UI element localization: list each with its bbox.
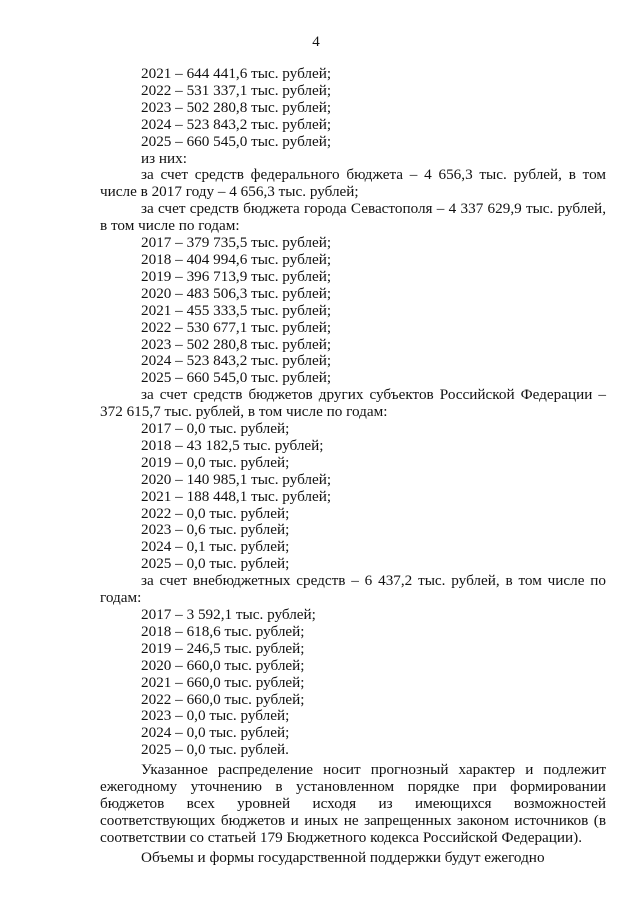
year-list-total [100,66,606,167]
list-item: 2021 – 644 441,6 тыс. рублей; [141,65,332,82]
list-item: 2024 – 0,0 тыс. рублей; [141,724,290,742]
list-item: 2025 – 660 545,0 тыс. рублей; [141,132,332,150]
year-list-extrabudget [100,607,606,759]
list-item: 2022 – 530 677,1 тыс. рублей; [141,318,332,336]
list-item: 2022 – 531 337,1 тыс. рублей; [141,81,332,99]
extrabudget-paragraph: за счет внебюджетных средств – 6 437,2 тыс. рублей, в том числе по годам: [100,572,606,607]
list-item: 2019 – 396 713,9 тыс. рублей; [141,267,332,285]
list-item: 2019 – 246,5 тыс. рублей; [141,639,305,657]
list-item: 2023 – 0,0 тыс. рублей; [141,707,290,725]
list-item: 2020 – 660,0 тыс. рублей; [141,656,305,674]
list-item: 2023 – 0,6 тыс. рублей; [141,521,290,539]
list-item: 2024 – 523 843,2 тыс. рублей; [141,115,332,133]
federal-budget-paragraph: за счет средств федерального бюджета – 4 656,3 тыс. рублей, в том числе в 2017 году – 4 656,3 тыс. рублей; [100,166,606,201]
list-item: 2017 – 379 735,5 тыс. рублей; [141,234,332,252]
list-item: 2025 – 660 545,0 тыс. рублей; [141,369,332,387]
list-item: 2021 – 188 448,1 тыс. рублей; [141,487,332,505]
list-item: 2018 – 404 994,6 тыс. рублей; [141,250,332,268]
list-item: 2017 – 3 592,1 тыс. рублей; [141,606,316,623]
list-item: 2025 – 0,0 тыс. рублей. [141,741,289,759]
page-number: 4 [312,34,320,50]
list-item: из них: [141,149,187,167]
state-support-paragraph: Объемы и формы государственной поддержки будут ежегодно [141,848,545,866]
list-item: 2021 – 455 333,5 тыс. рублей; [141,301,332,319]
list-item: 2019 – 0,0 тыс. рублей; [141,453,290,471]
list-item: 2022 – 660,0 тыс. рублей; [141,690,305,708]
sevastopol-budget-paragraph: за счет средств бюджета города Севастополя – 4 337 629,9 тыс. рублей, в том числе по годам: [100,200,606,235]
list-item: 2020 – 483 506,3 тыс. рублей; [141,284,332,302]
list-item: 2025 – 0,0 тыс. рублей; [141,555,290,573]
list-item: 2021 – 660,0 тыс. рублей; [141,673,305,691]
list-item: 2017 – 0,0 тыс. рублей; [141,420,290,438]
forecast-paragraph: Указанное распределение носит прогнозный характер и подлежит ежегодному уточнению в установленном порядке при формировании бюджетов всех уровней исходя из имеющихся возможностей соответствующих бюджетов и иных не запрещенных законом источников (в соответствии со статьей 179 Бюджетного кодекса Российской Федерации). [100,761,606,846]
year-list-sevastopol [100,235,606,387]
list-item: 2024 – 0,1 тыс. рублей; [141,538,290,556]
list-item: 2020 – 140 985,1 тыс. рублей; [141,470,332,488]
year-list-other-subjects [100,421,606,573]
document-body [100,66,606,867]
list-item: 2024 – 523 843,2 тыс. рублей; [141,352,332,370]
list-item: 2023 – 502 280,8 тыс. рублей; [141,98,332,116]
list-item: 2018 – 618,6 тыс. рублей; [141,622,305,640]
list-item: 2023 – 502 280,8 тыс. рублей; [141,335,332,353]
list-item: 2018 – 43 182,5 тыс. рублей; [141,436,324,454]
other-subjects-paragraph: за счет средств бюджетов других субъектов Российской Федерации – 372 615,7 тыс. рублей, в том числе по годам: [100,386,606,421]
list-item: 2022 – 0,0 тыс. рублей; [141,504,290,522]
